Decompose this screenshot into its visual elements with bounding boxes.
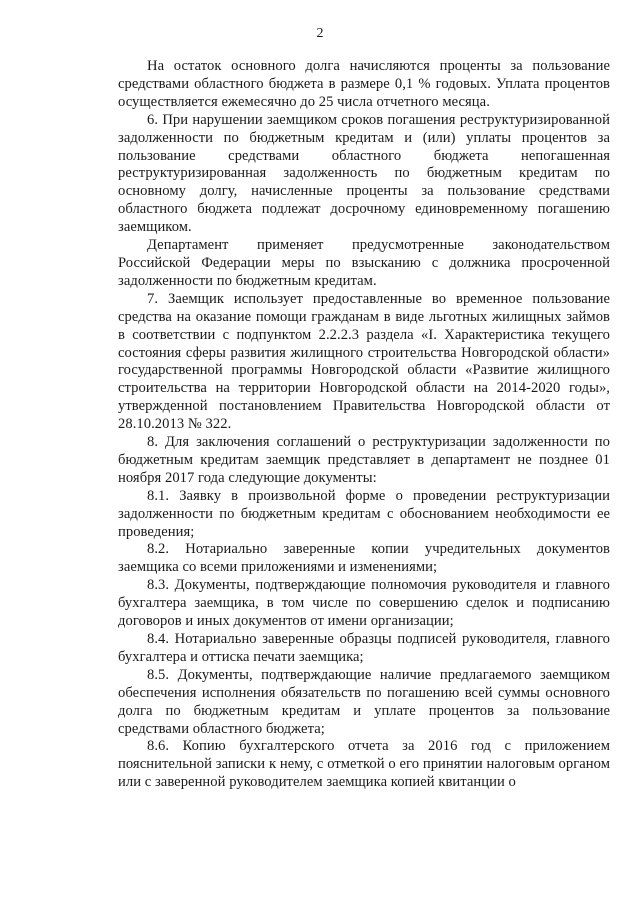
paragraph-8-3: 8.3. Документы, подтверждающие полномочия руководителя и главного бухгалтера заемщика, в том числе по совершению сделок и подписанию договоров и иных документов от имени организации; [118, 577, 610, 630]
paragraph-8-1: 8.1. Заявку в произвольной форме о проведении реструктуризации задолженности по бюджетным кредитам с обоснованием необходимости ее проведения; [118, 487, 610, 540]
paragraph-7: 7. Заемщик использует предоставленные во временное пользование средства на оказание помощи гражданам в виде льготных жилищных займов в соответствии с подпунктом 2.2.2.3 раздела «I. Характеристика текущего состояния сферы развития жилищного строительства Новгородской области» государственной программы Новгородской области «Развитие жилищного строительства на территории Новгородской области на 2014-2020 годы», утвержденной постановлением Правительства Новгородской области от 28.10.2013 № 322. [118, 290, 610, 433]
paragraph-8-4: 8.4. Нотариально заверенные образцы подписей руководителя, главного бухгалтера и оттиска печати заемщика; [118, 631, 610, 665]
paragraph-8-6: 8.6. Копию бухгалтерского отчета за 2016 год с приложением пояснительной записки к нему, с отметкой о его принятии налоговым органом или с заверенной руководителем заемщика копией квитанции о [118, 738, 610, 791]
paragraph-8-5: 8.5. Документы, подтверждающие наличие предлагаемого заемщиком обеспечения исполнения обязательств по погашению всей суммы основного долга по бюджетным кредитам и уплате процентов за пользование средствами областного бюджета; [118, 666, 610, 737]
paragraph-8: 8. Для заключения соглашений о реструктуризации задолженности по бюджетным кредитам заемщик представляет в департамент не позднее 01 ноября 2017 года следующие документы: [118, 434, 610, 486]
paragraph-interest-rate: На остаток основного долга начисляются проценты за пользование средствами областного бюджета в размере 0,1 % годовых. Уплата процентов осуществляется ежемесячно до 25 числа отчетного месяца. [118, 58, 610, 110]
paragraph-6: 6. При нарушении заемщиком сроков погашения реструктуризированной задолженности по бюджетным кредитам и (или) уплаты процентов за пользование средствами областного бюджета непогашенная реструктуризированная задолженность по бюджетным кредитам по основному долгу, начисленные проценты за пользование средствами областного бюджета подлежат досрочному единовременному погашению заемщиком. [118, 111, 610, 236]
document-body [118, 58, 610, 792]
page-number: 2 [316, 26, 324, 41]
paragraph-8-2: 8.2. Нотариально заверенные копии учредительных документов заемщика со всеми приложениями и изменениями; [118, 541, 610, 576]
paragraph-department: Департамент применяет предусмотренные законодательством Российской Федерации меры по взысканию с должника просроченной задолженности по бюджетным кредитам. [118, 237, 610, 289]
